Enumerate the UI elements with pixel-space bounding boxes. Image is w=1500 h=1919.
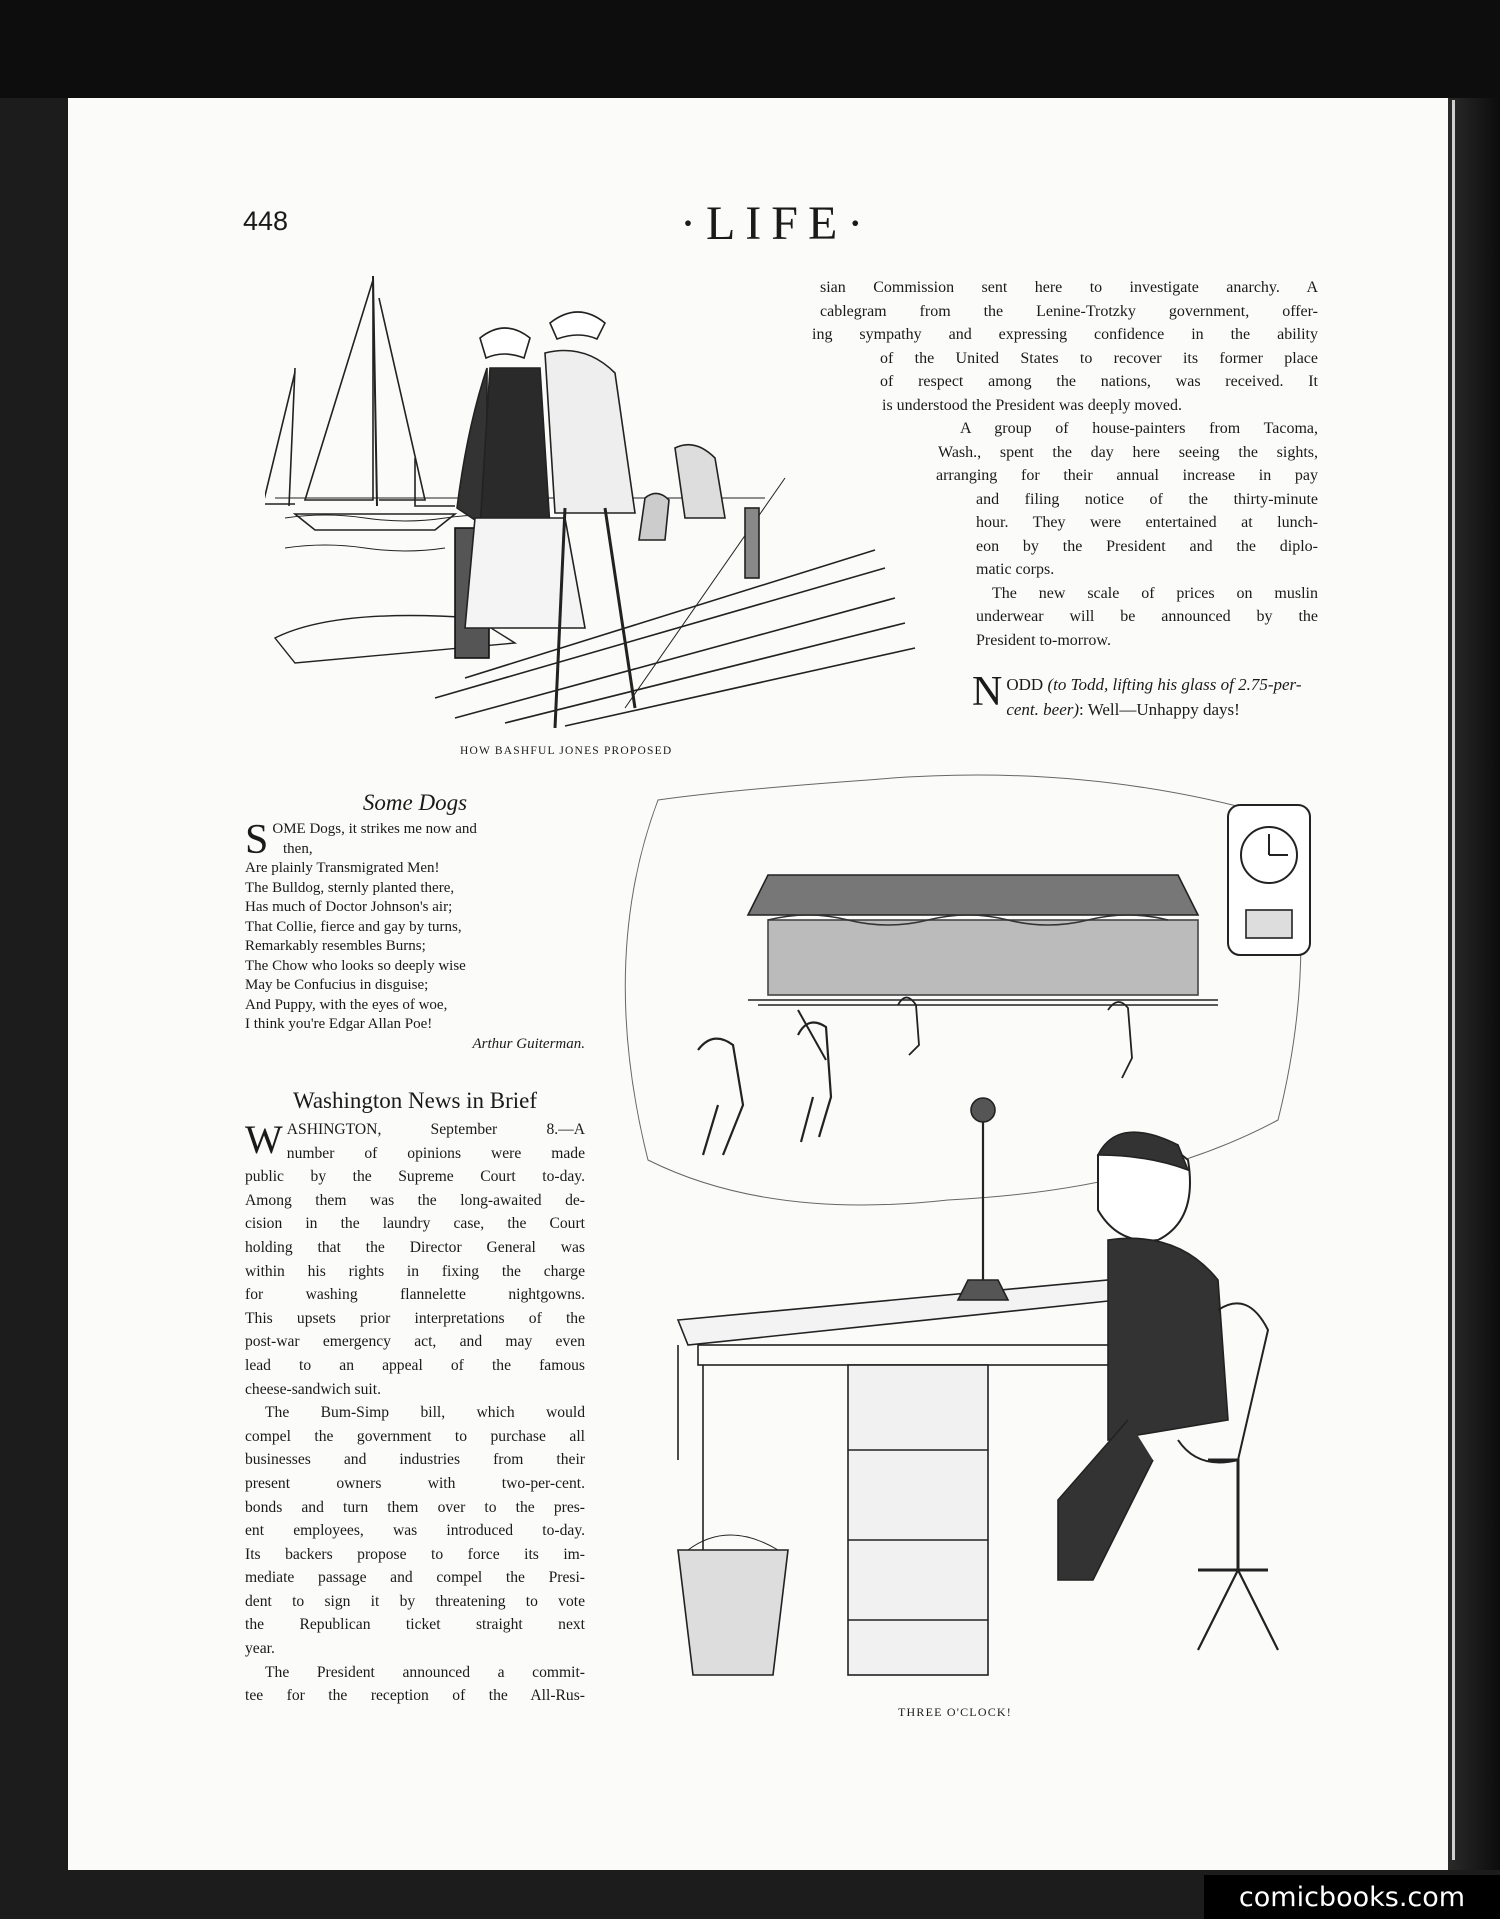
poem-line: I think you're Edgar Allan Poe!: [245, 1016, 433, 1032]
text-line: and filing notice of the thirty-minute: [976, 490, 1318, 508]
poem-line: Remarkably resembles Burns;: [245, 938, 426, 954]
site-watermark: comicbooks.com: [1204, 1875, 1500, 1919]
text-line: underwear will be announced by the: [976, 608, 1318, 625]
office-illustration: [618, 760, 1338, 1680]
poem-author: Arthur Guiterman.: [472, 1035, 585, 1052]
news-line: This upsets prior interpretations of the: [245, 1309, 585, 1327]
text-line: President to-morrow.: [976, 631, 1111, 649]
joke-line: : Well—Unhappy days!: [1079, 700, 1240, 719]
text-line: of the United States to recover its former place: [880, 349, 1318, 367]
news-line: dent to sign it by threatening to vote: [245, 1592, 585, 1610]
masthead: ·LIFE·: [680, 197, 874, 250]
news-title: Washington News in Brief: [292, 1088, 538, 1113]
news-line: year.: [245, 1640, 275, 1658]
text-line: The new scale of prices on muslin: [992, 584, 1318, 602]
news-line: within his rights in fixing the charge: [245, 1262, 585, 1280]
news-line: compel the government to purchase all: [245, 1427, 585, 1445]
text-line: ing sympathy and expressing confidence in the ability: [812, 326, 1318, 343]
next-page-edge: [1452, 100, 1455, 1860]
news-article: [245, 1118, 585, 1708]
news-line: Its backers propose to force its im-: [245, 1545, 585, 1563]
text-line: eon by the President and the diplo-: [976, 537, 1318, 555]
poem-line: Has much of Doctor Johnson's air;: [245, 899, 453, 915]
news-line: for washing flannelette nightgowns.: [245, 1286, 585, 1304]
page-gutter: [1448, 98, 1500, 1870]
news-line: businesses and industries from their: [245, 1451, 585, 1469]
poem-line: That Collie, fierce and gay by turns,: [245, 918, 462, 935]
text-line: cablegram from the Lenine-Trotzky government, offer-: [820, 302, 1318, 320]
text-line: hour. They were entertained at lunch-: [976, 514, 1318, 531]
text-line: of respect among the nations, was received. It: [880, 373, 1318, 390]
poem-line: May be Confucius in disguise;: [245, 977, 429, 993]
text-line: arranging for their annual increase in pay: [936, 467, 1318, 484]
text-line: Wash., spent the day here seeing the sights,: [938, 443, 1318, 461]
news-line: bonds and turn them over to the pres-: [245, 1498, 585, 1516]
poem-line: OME Dogs, it strikes me now and: [272, 821, 477, 837]
news-line: number of opinions were made: [286, 1144, 585, 1162]
news-line: ASHINGTON, September 8.—A: [286, 1121, 585, 1138]
page-number: 448: [243, 206, 289, 236]
poem-line: And Puppy, with the eyes of woe,: [245, 996, 448, 1013]
nodd-joke: [972, 669, 1317, 722]
news-line: post-war emergency act, and may even: [245, 1333, 585, 1351]
top-illustration-caption: HOW BASHFUL JONES PROPOSED: [460, 745, 673, 757]
news-line: present owners with two-per-cent.: [245, 1474, 585, 1492]
news-line: Among them was the long-awaited de-: [245, 1191, 585, 1209]
text-line: sian Commission sent here to investigate anarchy. A: [820, 279, 1318, 296]
dropcap: S: [245, 817, 269, 863]
text-line: matic corps.: [976, 561, 1055, 578]
news-line: the Republican ticket straight next: [245, 1616, 585, 1634]
dropcap: W: [245, 1117, 283, 1162]
speaker: ODD: [1006, 675, 1044, 694]
text-line: A group of house-painters from Tacoma,: [960, 420, 1318, 437]
poem-line: The Chow who looks so deeply wise: [245, 957, 466, 974]
news-line: The Bum-Simp bill, which would: [265, 1404, 585, 1422]
news-line: public by the Supreme Court to-day.: [245, 1168, 585, 1186]
news-line: mediate passage and compel the Presi-: [245, 1569, 585, 1587]
dropcap: N: [972, 669, 1003, 715]
news-line: tee for the reception of the All-Rus-: [245, 1687, 585, 1705]
scan-border-top: [0, 0, 1500, 98]
news-line: lead to an appeal of the famous: [245, 1356, 585, 1374]
poem: [245, 817, 585, 1054]
poem-line: The Bulldog, sternly planted there,: [245, 879, 455, 896]
text-line: is understood the President was deeply moved.: [882, 396, 1182, 414]
news-line: ent employees, was introduced to-day.: [245, 1522, 585, 1540]
news-line: holding that the Director General was: [245, 1238, 585, 1256]
poem-title: Some Dogs: [362, 790, 468, 815]
news-line: The President announced a commit-: [265, 1663, 585, 1681]
news-line: cheese-sandwich suit.: [245, 1380, 381, 1398]
right-column-text: [812, 276, 1318, 652]
bottom-illustration-caption: THREE O'CLOCK!: [898, 1705, 1012, 1719]
poem-line: then,: [283, 840, 313, 857]
news-line: cision in the laundry case, the Court: [245, 1215, 585, 1233]
poem-line: Are plainly Transmigrated Men!: [245, 860, 440, 876]
stage-direction: (to Todd, lifting his glass of 2.75-per-cent. beer): [1006, 675, 1302, 719]
